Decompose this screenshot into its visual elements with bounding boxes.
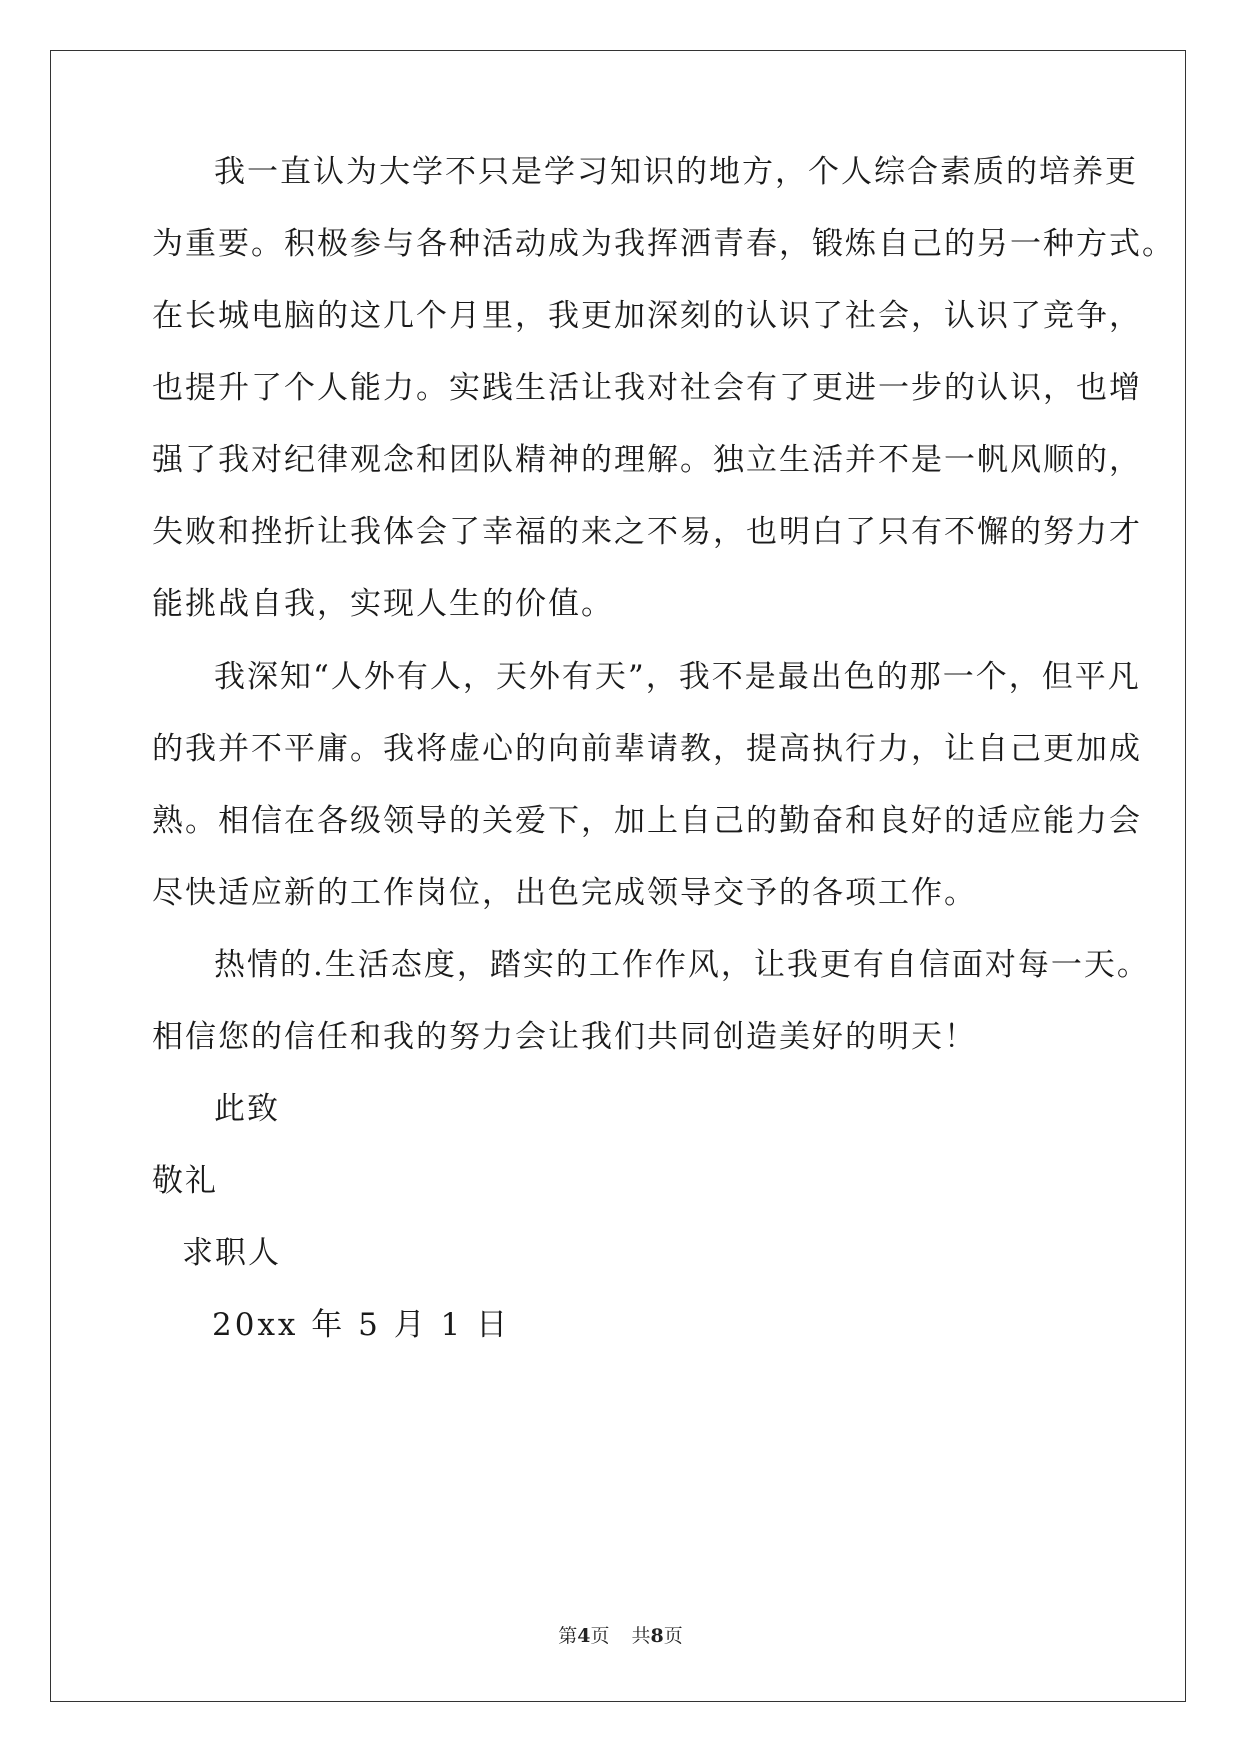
body-line-6: 失败和挫折让我体会了幸福的来之不易，也明白了只有不懈的努力才 [152, 514, 1142, 550]
body-line-10: 熟。相信在各级领导的关爱下，加上自己的勤奋和良好的适应能力会 [152, 803, 1142, 839]
body-line-13: 相信您的信任和我的努力会让我们共同创造美好的明天！ [152, 1019, 977, 1055]
footer-total-prefix: 共 [631, 1625, 651, 1647]
body-line-2: 为重要。积极参与各种活动成为我挥洒青春，锻炼自己的另一种方式。 [152, 226, 1175, 262]
body-line-11: 尽快适应新的工作岗位，出色完成领导交予的各项工作。 [152, 875, 977, 911]
footer-current-page: 4 [577, 1625, 591, 1647]
body-line-8: 我深知“人外有人，天外有天”，我不是最出色的那一个，但平凡 [214, 659, 1141, 695]
footer-total-suffix: 页 [663, 1625, 683, 1647]
page-footer [0, 1624, 1241, 1648]
footer-page-suffix: 页 [590, 1625, 610, 1647]
body-line-5: 强了我对纪律观念和团队精神的理解。独立生活并不是一帆风顺的， [152, 442, 1142, 478]
body-line-1: 我一直认为大学不只是学习知识的地方，个人综合素质的培养更 [214, 154, 1138, 190]
body-line-7: 能挑战自我，实现人生的价值。 [152, 586, 614, 622]
body-line-3: 在长城电脑的这几个月里，我更加深刻的认识了社会，认识了竞争， [152, 298, 1142, 334]
footer-page-prefix: 第 [558, 1625, 578, 1647]
closing-regards: 敬礼 [152, 1163, 218, 1199]
closing-salutation: 此致 [214, 1091, 280, 1127]
footer-total-pages: 8 [650, 1625, 664, 1647]
signer-label: 求职人 [182, 1235, 281, 1271]
body-line-4: 也提升了个人能力。实践生活让我对社会有了更进一步的认识，也增 [152, 370, 1142, 406]
letter-date: 20xx 年 5 月 1 日 [212, 1307, 511, 1343]
body-line-12: 热情的.生活态度，踏实的工作作风，让我更有自信面对每一天。 [214, 947, 1150, 983]
body-line-9: 的我并不平庸。我将虚心的向前辈请教，提高执行力，让自己更加成 [152, 731, 1142, 767]
